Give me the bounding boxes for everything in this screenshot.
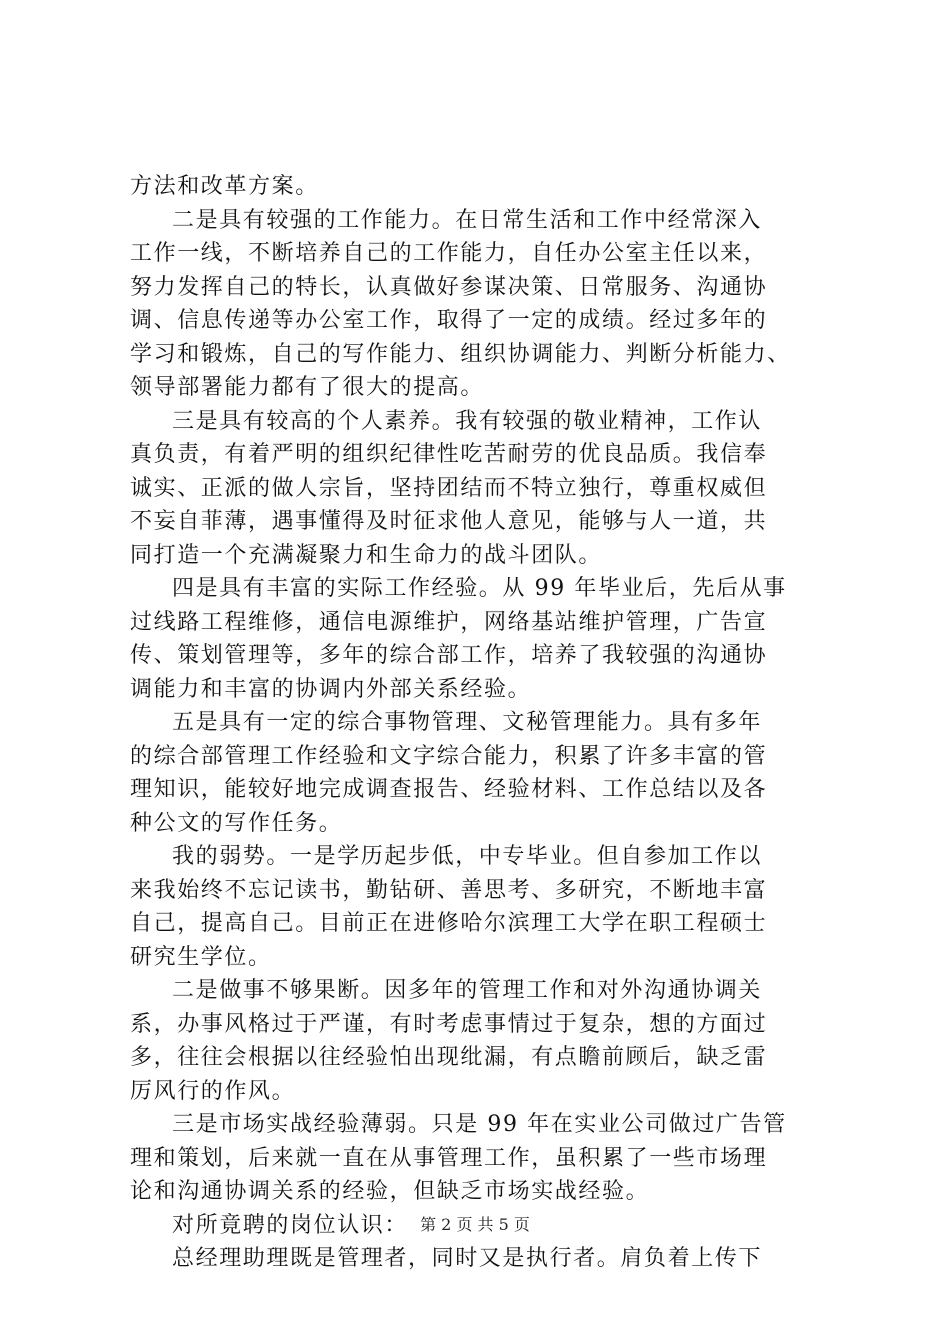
text-line: 三是市场实战经验薄弱。只是 99 年在实业公司做过广告管 [172, 1112, 787, 1137]
text-line: 调能力和丰富的协调内外部关系经验。 [130, 676, 532, 702]
text-line: 调、信息传递等办公室工作，取得了一定的成绩。经过多年的 [130, 308, 768, 333]
text-line: 种公文的写作任务。 [130, 810, 343, 836]
text-line: 同打造一个充满凝聚力和生命力的战斗团队。 [130, 542, 603, 568]
text-line: 努力发挥自己的特长，认真做好参谋决策、日常服务、沟通协 [130, 274, 768, 300]
text-line: 真负责，有着严明的组织纪律性吃苦耐劳的优良品质。我信奉 [130, 442, 768, 467]
text-line: 自己，提高自己。目前正在进修哈尔滨理工大学在职工程硕士 [130, 911, 768, 936]
text-line: 论和沟通协调关系的经验，但缺乏市场实战经验。 [130, 1179, 650, 1204]
text-line: 总经理助理既是管理者，同时又是执行者。肩负着上传下 [172, 1246, 763, 1271]
text-line: 不妄自菲薄，遇事懂得及时征求他人意见，能够与人一道，共 [130, 509, 768, 534]
text-line: 过线路工程维修，通信电源维护，网络基站维护管理，广告宣 [130, 609, 768, 635]
text-line: 研究生学位。 [130, 944, 272, 970]
text-line: 四是具有丰富的实际工作经验。从 99 年毕业后，先后从事 [172, 576, 787, 601]
text-line: 理知识，能较好地完成调查报告、经验材料、工作总结以及各 [130, 777, 768, 802]
text-line: 二是具有较强的工作能力。在日常生活和工作中经常深入 [172, 207, 763, 233]
text-line: 来我始终不忘记读书，勤钻研、善思考、多研究，不断地丰富 [130, 877, 768, 903]
text-line: 领导部署能力都有了很大的提高。 [130, 375, 485, 400]
text-line: 诚实、正派的做人宗旨，坚持团结而不特立独行，尊重权威但 [130, 475, 768, 501]
page-footer: 第 2 页 共 5 页 [420, 1215, 530, 1234]
text-line: 五是具有一定的综合事物管理、文秘管理能力。具有多年 [172, 710, 763, 735]
text-line: 理和策划，后来就一直在从事管理工作，虽积累了一些市场理 [130, 1145, 768, 1171]
text-line: 二是做事不够果断。因多年的管理工作和对外沟通协调关 [172, 978, 763, 1003]
text-line: 方法和改革方案。 [130, 174, 319, 199]
text-line: 的综合部管理工作经验和文字综合能力，积累了许多丰富的管 [130, 743, 768, 769]
text-line: 工作一线，不断培养自己的工作能力，自任办公室主任以来， [130, 241, 768, 266]
text-line: 对所竟聘的岗位认识： [172, 1212, 409, 1238]
text-line: 厉风行的作风。 [130, 1078, 296, 1104]
text-line: 三是具有较高的个人素养。我有较强的敬业精神，工作认 [172, 408, 763, 434]
text-line: 系，办事风格过于严谨，有时考虑事情过于复杂，想的方面过 [130, 1011, 768, 1037]
text-line: 我的弱势。一是学历起步低，中专毕业。但自参加工作以 [172, 844, 763, 869]
text-line: 多，往往会根据以往经验怕出现纰漏，有点瞻前顾后，缺乏雷 [130, 1045, 768, 1070]
text-line: 传、策划管理等，多年的综合部工作，培养了我较强的沟通协 [130, 643, 768, 668]
body-text [130, 170, 850, 1276]
text-line: 学习和锻炼，自己的写作能力、组织协调能力、判断分析能力、 [130, 341, 791, 367]
